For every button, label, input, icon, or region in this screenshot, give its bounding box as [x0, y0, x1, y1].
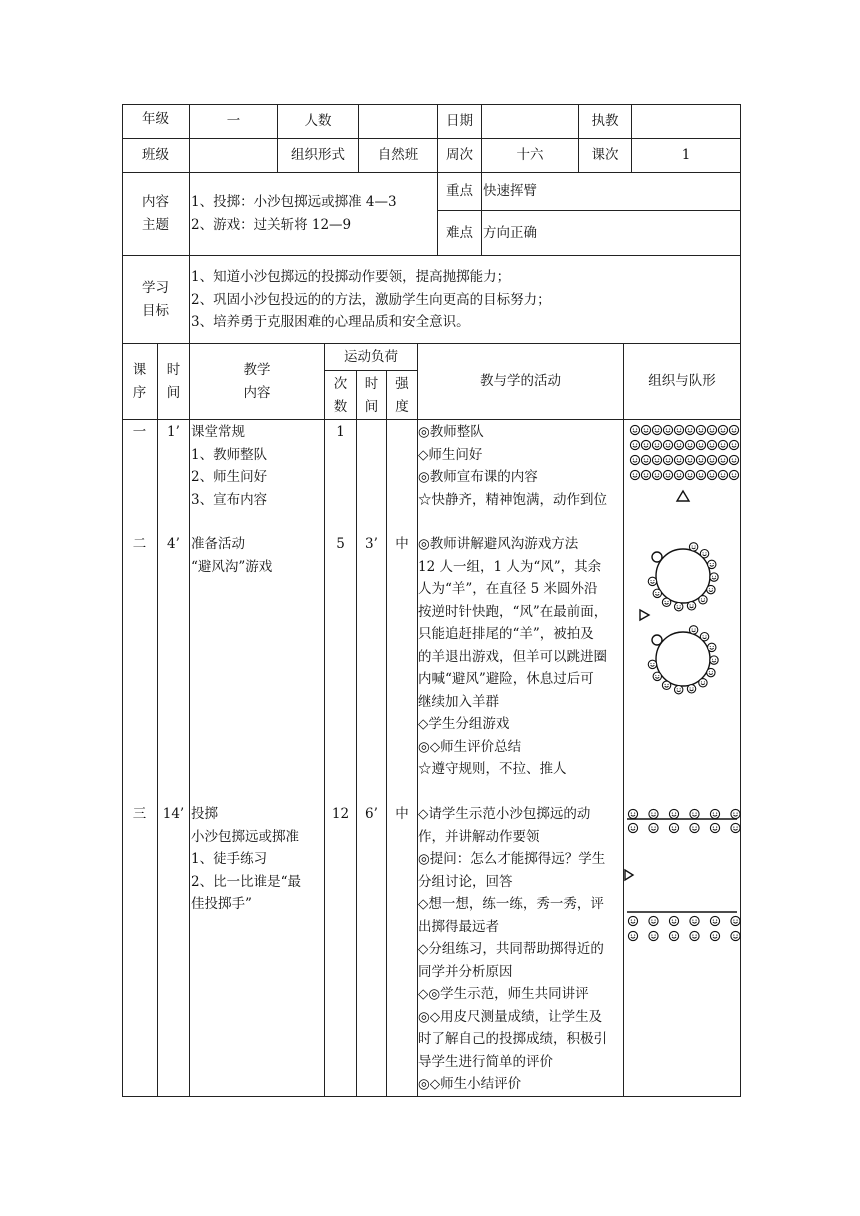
student-face-icon — [729, 425, 738, 434]
student-face-icon — [731, 809, 740, 818]
org-label: 组织形式 — [291, 147, 345, 163]
student-face-icon — [652, 470, 661, 479]
student-face-icon — [652, 440, 661, 449]
student-face-icon — [699, 679, 707, 687]
count-label: 人数 — [304, 113, 332, 129]
student-face-icon — [710, 916, 719, 925]
section-times: 1 — [336, 424, 345, 440]
student-face-icon — [685, 440, 694, 449]
student-face-icon — [718, 425, 727, 434]
student-face-icon — [641, 425, 650, 434]
student-face-icon — [696, 455, 705, 464]
goal-line: 3、培养勇于克服困难的心理品质和安全意识。 — [191, 314, 470, 330]
student-face-icon — [710, 809, 719, 818]
section-intensity: 中 — [395, 806, 409, 822]
student-face-icon — [690, 916, 699, 925]
student-face-icon — [630, 455, 639, 464]
lesson-label: 课次 — [591, 147, 619, 163]
student-face-icon — [669, 931, 678, 940]
col-intensity-header: 强 度 — [395, 376, 409, 415]
student-face-icon — [731, 931, 740, 940]
student-face-icon — [630, 425, 639, 434]
student-face-icon — [707, 585, 715, 593]
student-face-icon — [729, 470, 738, 479]
student-face-icon — [718, 470, 727, 479]
student-face-icon — [669, 916, 678, 925]
student-face-icon — [690, 931, 699, 940]
student-face-icon — [690, 809, 699, 818]
col-times-header: 次 数 — [333, 376, 348, 415]
student-face-icon — [710, 931, 719, 940]
student-face-icon — [628, 809, 637, 818]
col-activity-header: 教与学的活动 — [480, 373, 561, 389]
student-face-icon — [663, 470, 672, 479]
col-formation-header: 组织与队形 — [648, 373, 716, 389]
student-face-icon — [652, 425, 661, 434]
student-face-icon — [707, 440, 716, 449]
student-face-icon — [674, 470, 683, 479]
student-face-icon — [696, 440, 705, 449]
section-times: 12 — [331, 806, 350, 822]
col-seq-header: 课 序 — [132, 362, 147, 401]
student-face-icon — [710, 656, 718, 664]
student-face-icon — [663, 455, 672, 464]
grade-value: 一 — [226, 113, 241, 129]
student-face-icon — [707, 425, 716, 434]
goal-line: 2、巩固小沙包投远的的方法，激励学生向更高的目标努力； — [191, 291, 551, 308]
student-face-icon — [690, 823, 699, 832]
student-face-icon — [707, 668, 715, 676]
student-face-icon — [729, 455, 738, 464]
section-activity: ◎教师整队 ◇师生问好 ◎教师宣布课的内容 ☆快静齐，精神饱满，动作到位 — [418, 424, 607, 508]
section-content: 准备活动 “避风沟”游戏 — [191, 536, 273, 575]
student-face-icon — [674, 440, 683, 449]
goals-label: 学习 目标 — [142, 280, 169, 319]
student-face-icon — [653, 672, 661, 680]
lesson-value: 1 — [681, 147, 691, 163]
student-face-icon — [674, 455, 683, 464]
student-face-icon — [649, 823, 658, 832]
student-face-icon — [696, 470, 705, 479]
content-label: 内容 主题 — [142, 194, 169, 233]
student-face-icon — [700, 633, 708, 641]
content-line: 2、游戏：过关斩将 12—9 — [191, 216, 352, 233]
student-face-icon — [628, 916, 637, 925]
student-face-icon — [648, 660, 656, 668]
section-time: 14’ — [162, 806, 185, 822]
student-face-icon — [641, 455, 650, 464]
week-label: 周次 — [446, 147, 473, 163]
student-face-icon — [641, 440, 650, 449]
student-face-icon — [685, 425, 694, 434]
section-activity: ◇请学生示范小沙包掷远的动 作，并讲解动作要领 ◎提问：怎么才能掷得远？学生 分组讨论，回答 ◇想一想，练一练，秀一秀，评 出掷得最远者 ◇分组练习，共同帮助掷得近的 同学并分析原因 ◇◎学生示范，师生共同讲评 ◎◇用皮尺测量成绩，让学生及 时了解自己的投掷成绩，积极引 导学生进行简单的评价 ◎◇师生小结评价 — [418, 806, 607, 1092]
student-face-icon — [718, 440, 727, 449]
section-seq: 三 — [132, 806, 147, 822]
student-face-icon — [674, 685, 682, 693]
section-content: 课堂常规 1、教师整队 2、师生问好 3、宣布内容 — [191, 424, 268, 508]
section-duration: 6’ — [365, 806, 378, 822]
student-face-icon — [628, 823, 637, 832]
student-face-icon — [731, 823, 740, 832]
student-face-icon — [662, 598, 670, 606]
week-value: 十六 — [516, 147, 544, 163]
difficulty-value: 方向正确 — [483, 225, 537, 241]
student-face-icon — [696, 425, 705, 434]
key-label: 重点 — [446, 183, 473, 199]
section-time: 4’ — [167, 536, 180, 552]
key-value: 快速挥臂 — [483, 183, 537, 199]
section-intensity: 中 — [395, 536, 409, 552]
section-duration: 3’ — [365, 536, 378, 552]
difficulty-label: 难点 — [446, 225, 473, 241]
student-face-icon — [669, 823, 678, 832]
student-face-icon — [731, 916, 740, 925]
student-face-icon — [663, 440, 672, 449]
student-face-icon — [685, 470, 694, 479]
student-face-icon — [674, 602, 682, 610]
col-duration-header: 时 间 — [364, 376, 379, 415]
student-face-icon — [685, 455, 694, 464]
student-face-icon — [707, 455, 716, 464]
student-face-icon — [718, 455, 727, 464]
grade-label: 年级 — [142, 111, 169, 127]
col-time-header: 时 间 — [166, 362, 181, 401]
student-face-icon — [652, 455, 661, 464]
section-seq: 二 — [132, 536, 147, 552]
student-face-icon — [710, 823, 719, 832]
section-seq: 一 — [132, 424, 147, 440]
student-face-icon — [653, 589, 661, 597]
student-face-icon — [669, 809, 678, 818]
col-content-header: 教学 内容 — [243, 362, 271, 401]
student-face-icon — [630, 440, 639, 449]
goal-line: 1、知道小沙包掷远的投掷动作要领，提高抛掷能力； — [191, 269, 511, 285]
student-face-icon — [708, 560, 716, 568]
student-face-icon — [689, 626, 697, 634]
student-face-icon — [649, 916, 658, 925]
student-face-icon — [649, 931, 658, 940]
content-line: 1、投掷：小沙包掷远或掷准 4—3 — [191, 194, 397, 210]
student-face-icon — [641, 470, 650, 479]
student-face-icon — [674, 425, 683, 434]
student-face-icon — [628, 931, 637, 940]
content-lines — [191, 191, 397, 236]
student-face-icon — [689, 543, 697, 551]
student-face-icon — [648, 577, 656, 585]
student-face-icon — [699, 596, 707, 604]
date-label: 日期 — [446, 113, 473, 129]
student-face-icon — [729, 440, 738, 449]
section-content: 投掷 小沙包掷远或掷准 1、徒手练习 2、比一比谁是“最 佳投掷手” — [191, 806, 301, 912]
org-value: 自然班 — [377, 147, 419, 163]
class-label: 班级 — [142, 147, 169, 163]
section-times: 5 — [336, 536, 345, 552]
student-face-icon — [663, 425, 672, 434]
student-face-icon — [700, 550, 708, 558]
student-face-icon — [630, 470, 639, 479]
student-face-icon — [687, 602, 695, 610]
teacher-label: 执教 — [591, 113, 619, 129]
student-face-icon — [687, 685, 695, 693]
student-face-icon — [708, 643, 716, 651]
student-face-icon — [649, 809, 658, 818]
section-time: 1’ — [167, 424, 180, 440]
student-face-icon — [707, 470, 716, 479]
col-load-header: 运动负荷 — [344, 349, 398, 365]
student-face-icon — [662, 681, 670, 689]
student-face-icon — [710, 573, 718, 581]
section-activity: ◎教师讲解避风沟游戏方法 12 人一组，1 人为“风”，其余 人为“羊”，在直径 5 米圆外沿 按逆时针快跑，“风”在最前面， 只能追赶排尾的“羊”，被拍及 的羊退出游戏，但羊可以跳进圈 内喊“避风”避险，休息过后可 继续加入羊群 ◇学生分组游戏 ◎◇师生评价总结 ☆遵守规则，不拉、推人 — [418, 536, 608, 777]
goals-lines — [191, 266, 551, 334]
